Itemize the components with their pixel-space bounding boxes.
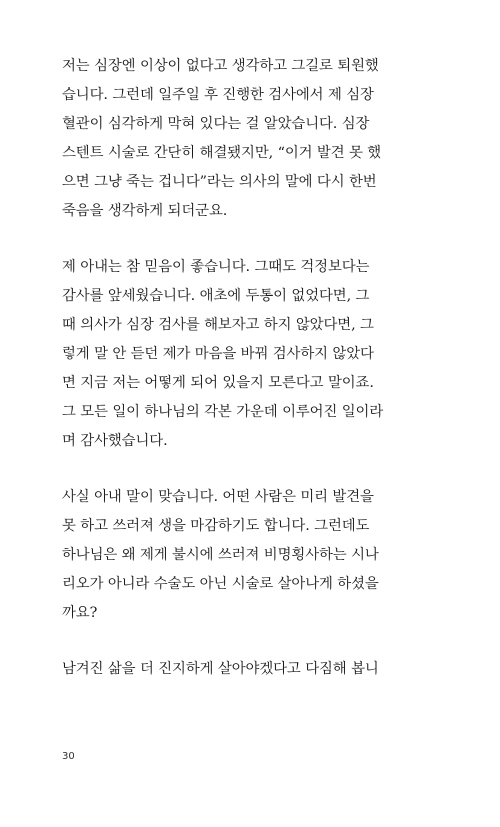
text-line: 면 지금 저는 어떻게 되어 있을지 모른다고 말이죠. [62, 375, 374, 391]
text-line: 죽음을 생각하게 되더군요. [62, 203, 228, 219]
text-line: 스텐트 시술로 간단히 해결됐지만, “이거 발견 못 했 [62, 145, 382, 161]
paragraph-3 [62, 483, 442, 628]
text-line: 제 아내는 참 믿음이 좋습니다. 그때도 걱정보다는 [62, 259, 370, 275]
body-text [62, 52, 442, 711]
text-line: 리오가 아니라 수술도 아닌 시술로 살아나게 하셨을 [62, 576, 379, 592]
text-line: 사실 아내 말이 맞습니다. 어떤 사람은 미리 발견을 [62, 489, 374, 505]
paragraph-4 [62, 655, 442, 684]
paragraph-2 [62, 253, 442, 456]
text-line: 혈관이 심각하게 막혀 있다는 걸 알았습니다. 심장 [62, 116, 370, 132]
text-line: 그 모든 일이 하나님의 각본 가운데 이루어진 일이라 [62, 404, 384, 420]
text-line: 때 의사가 심장 검사를 해보자고 하지 않았다면, 그 [62, 317, 374, 333]
page-number: 30 [62, 751, 75, 762]
text-line: 저는 심장엔 이상이 없다고 생각하고 그길로 퇴원했 [62, 58, 379, 74]
text-line: 남겨진 삶을 더 진지하게 살아야겠다고 다짐해 봅니 [62, 661, 379, 677]
text-line: 하나님은 왜 제게 불시에 쓰러져 비명횡사하는 시나 [62, 547, 379, 563]
text-line: 렇게 말 안 듣던 제가 마음을 바꿔 검사하지 않았다 [62, 346, 374, 362]
text-line: 감사를 앞세웠습니다. 애초에 두통이 없었다면, 그 [62, 288, 370, 304]
text-line: 으면 그냥 죽는 겁니다”라는 의사의 말에 다시 한번 [62, 174, 377, 190]
text-line: 습니다. 그런데 일주일 후 진행한 검사에서 제 심장 [62, 87, 374, 103]
text-line: 며 감사했습니다. [62, 433, 168, 449]
text-line: 못 하고 쓰러져 생을 마감하기도 합니다. 그런데도 [62, 518, 370, 534]
paragraph-1 [62, 52, 442, 226]
text-line: 까요? [62, 605, 98, 621]
